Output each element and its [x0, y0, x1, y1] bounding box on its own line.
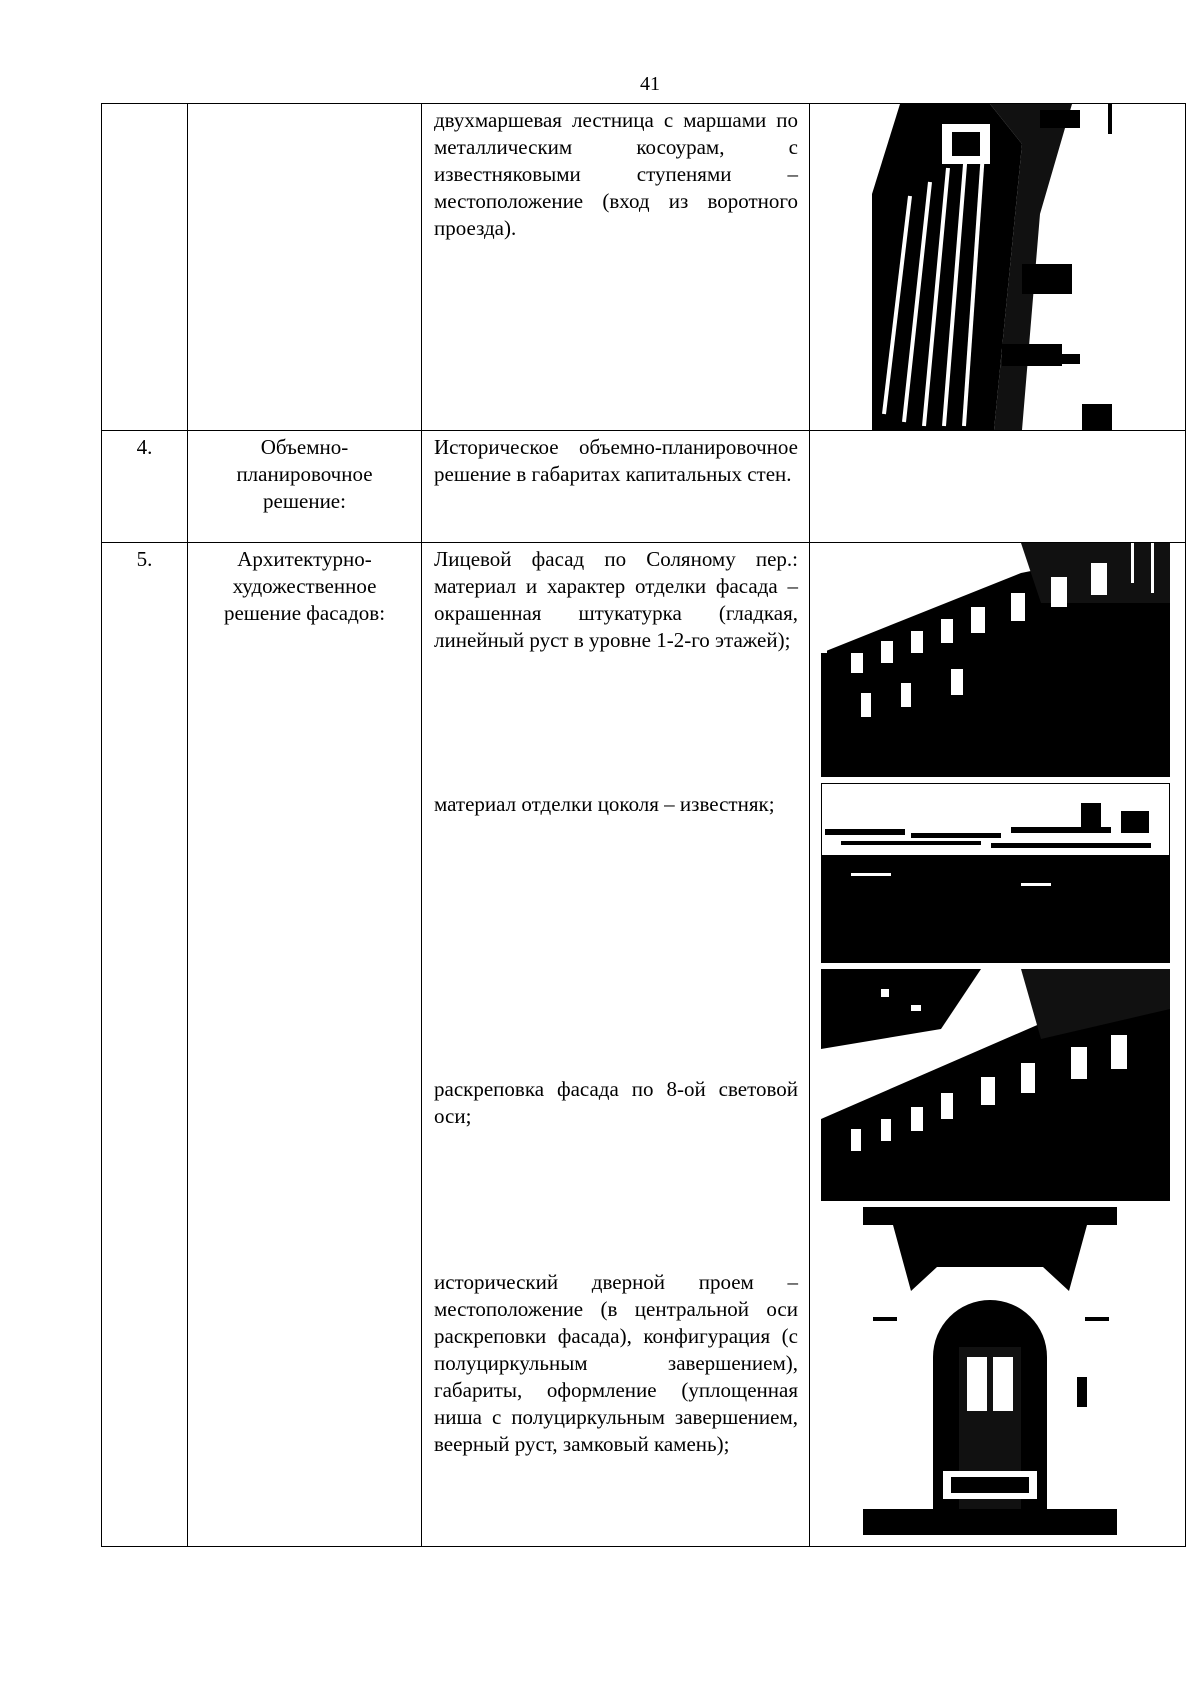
monument-table [101, 103, 1186, 1547]
facade-photo [821, 543, 1170, 777]
row-number: 5. [102, 543, 188, 1547]
row-photos [810, 104, 1186, 431]
staircase-photo [872, 104, 1122, 430]
row-name: Объемно-планировочное решение: [188, 431, 422, 543]
row-description [422, 431, 810, 543]
doorway-photo [863, 1207, 1117, 1535]
description-layout: Историческое объемно-планировочное решение в габаритах капитальных стен. [434, 435, 798, 486]
description-staircase: двухмаршевая лестница с маршами по металлическим косоурам, с известняковыми ступенями – местоположение (вход из воротного проезда). [434, 108, 798, 240]
table-row [102, 543, 1186, 1547]
description-plinth: материал отделки цоколя – известняк; [434, 792, 775, 816]
row-name: Архитектурно-художественное решение фасадов: [188, 543, 422, 1547]
description-doorway: исторический дверной проем – местоположение (в центральной оси раскреповки фасада), конфигурация (с полуциркульным завершением), габариты, оформление (уплощенная ниша с полуциркульным завершением, веерный руст, замковый камень); [434, 1270, 798, 1456]
row-number [102, 104, 188, 431]
row-description [422, 543, 810, 1547]
row-photos [810, 431, 1186, 543]
table-row [102, 431, 1186, 543]
table-row [102, 104, 1186, 431]
row-number: 4. [102, 431, 188, 543]
row-photos [810, 543, 1186, 1547]
projection-photo [821, 969, 1170, 1201]
description-facade-finish: Лицевой фасад по Соляному пер.: материал и характер отделки фасада – окрашенная штукатурка (гладкая, линейный руст в уровне 1-2-го этажей); [434, 547, 798, 652]
plinth-photo [821, 783, 1170, 963]
row-description [422, 104, 810, 431]
row-name [188, 104, 422, 431]
page-number: 41 [640, 73, 660, 95]
description-projection: раскреповка фасада по 8-ой световой оси; [434, 1077, 798, 1128]
